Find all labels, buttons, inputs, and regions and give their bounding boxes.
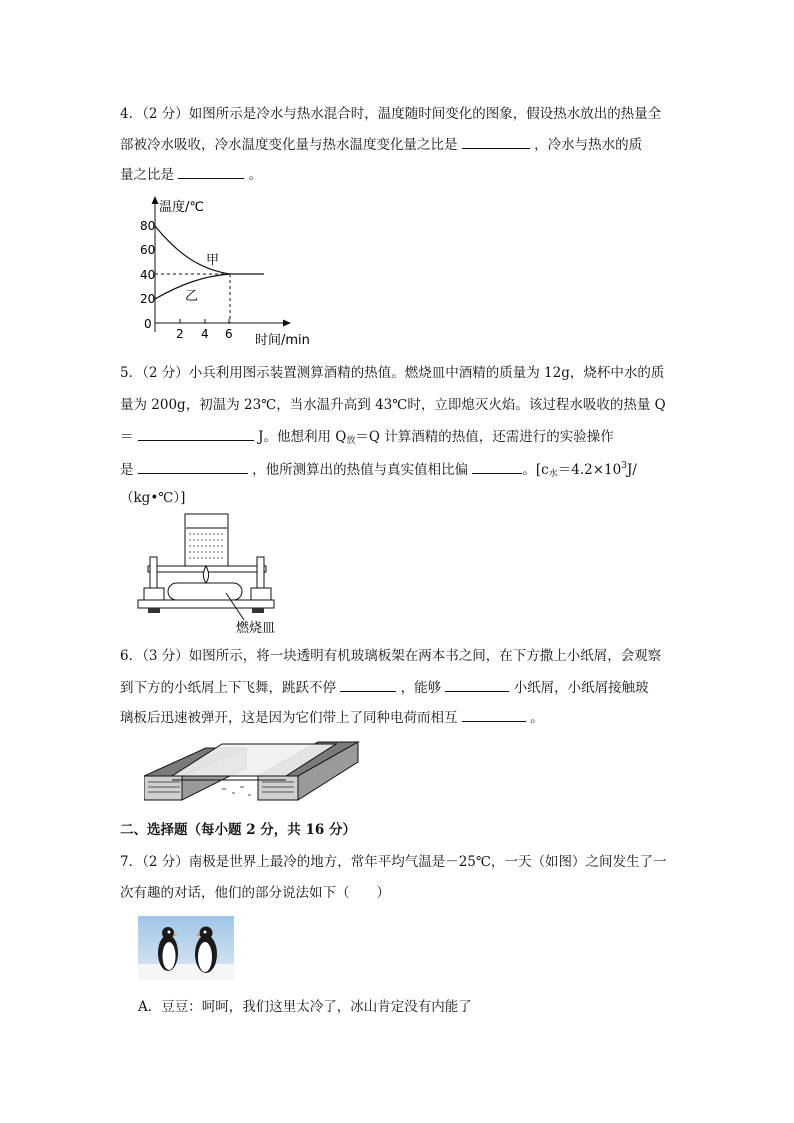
base-plate bbox=[138, 600, 274, 608]
snow-ground bbox=[138, 964, 234, 980]
q6-blank-3[interactable] bbox=[462, 707, 526, 722]
q4-line-1: 4．（2 分）如图所示是冷水与热水混合时，温度随时间变化的图象，假设热水放出的热量全 bbox=[120, 106, 662, 122]
left-post bbox=[150, 557, 157, 589]
y-tick-label: 20 bbox=[140, 292, 156, 306]
q4-text: 。 bbox=[248, 167, 263, 183]
x-tick-label: 4 bbox=[201, 327, 209, 341]
glass-plate-figure bbox=[144, 738, 364, 808]
q4-line-3 bbox=[120, 164, 262, 185]
y-axis-label: 温度/℃ bbox=[159, 200, 204, 215]
penguins-photo bbox=[138, 916, 234, 980]
q5-text: ＝ bbox=[120, 429, 134, 445]
burner-dish bbox=[168, 583, 242, 600]
burner-apparatus-figure bbox=[136, 508, 296, 636]
x-axis-arrow bbox=[283, 320, 291, 327]
x-tick-label: 2 bbox=[176, 327, 184, 341]
left-base-block bbox=[148, 608, 160, 613]
q5-subscript: 放 bbox=[346, 436, 356, 446]
q5-line-2: 量为 200g，初温为 23℃，当水温升高到 43℃时，立即熄灭火焰。该过程水吸收的热量 Q bbox=[120, 397, 666, 413]
x-axis-label: 时间/min bbox=[255, 333, 310, 348]
q5-text: J/ bbox=[626, 462, 637, 478]
y-tick-label: 80 bbox=[140, 219, 156, 233]
y-tick-label: 0 bbox=[144, 317, 152, 331]
q6-text: 璃板后迅速被弹开，这是因为它们带上了同种电荷而相互 bbox=[120, 710, 458, 726]
q7-line-2: 次有趣的对话，他们的部分说法如下（ ） bbox=[120, 885, 390, 901]
q5-blank-1[interactable] bbox=[138, 426, 254, 441]
q5-text: ＝Q 计算酒精的热值，还需进行的实验操作 bbox=[355, 429, 614, 445]
y-tick-label: 60 bbox=[140, 243, 156, 257]
q5-text: J。他想利用 Q bbox=[258, 429, 347, 445]
q5-line-3 bbox=[120, 426, 614, 451]
q6-blank-2[interactable] bbox=[445, 677, 509, 692]
section-2-heading: 二、选择题（每小题 2 分，共 16 分） bbox=[120, 822, 356, 838]
hot-curve-label: 甲 bbox=[206, 253, 220, 268]
q4-text: ，冷水与热水的质 bbox=[534, 137, 643, 153]
q5-subscript: 水 bbox=[548, 469, 558, 479]
q6-text: 到下方的小纸屑上下飞舞，跳跃不停 bbox=[120, 680, 336, 696]
q7-line-1: 7．（2 分）南极是世界上最冷的地方，常年平均气温是－25℃，一天（如图）之间发生了一 bbox=[120, 854, 667, 870]
q5-line-1: 5．（2 分）小兵利用图示装置测算酒精的热值。燃烧皿中酒精的质量为 12g，烧杯中水的质 bbox=[120, 365, 665, 381]
q4-text: 量之比是 bbox=[120, 167, 174, 183]
paper-scraps bbox=[222, 786, 251, 796]
q5-blank-3[interactable] bbox=[472, 459, 522, 474]
q4-blank-1[interactable] bbox=[462, 134, 530, 149]
q6-line-1: 6．（3 分）如图所示，将一块透明有机玻璃板架在两本书之间，在下方撒上小纸屑，会观察 bbox=[120, 648, 662, 664]
q5-line-4 bbox=[120, 456, 637, 484]
q7-option-a[interactable]: A．豆豆：呵呵，我们这里太冷了，冰山肯定没有内能了 bbox=[138, 999, 472, 1015]
q6-blank-1[interactable] bbox=[340, 677, 396, 692]
q6-line-3 bbox=[120, 707, 544, 728]
q5-text: ，他所测算出的热值与真实值相比偏 bbox=[252, 462, 469, 478]
q4-line-2 bbox=[120, 134, 642, 155]
q4-text: 部被冷水吸收，冷水温度变化量与热水温度变化量之比是 bbox=[120, 137, 458, 153]
q6-text: 小纸屑，小纸屑接触玻 bbox=[513, 680, 649, 696]
q6-line-2 bbox=[120, 677, 649, 698]
burner-label: 燃烧皿 bbox=[236, 621, 276, 636]
right-post bbox=[257, 557, 264, 589]
q5-text: ＝4.2×10 bbox=[557, 462, 622, 478]
q4-blank-2[interactable] bbox=[178, 164, 244, 179]
q5-line-5: （kg•℃）] bbox=[120, 490, 186, 506]
q6-text: ，能够 bbox=[400, 680, 442, 696]
cold-curve-label: 乙 bbox=[185, 289, 199, 304]
q6-text: 。 bbox=[530, 710, 544, 726]
right-foot bbox=[251, 588, 271, 600]
q5-superscript: 3 bbox=[621, 461, 627, 471]
temperature-time-graph bbox=[136, 192, 336, 352]
y-tick-label: 40 bbox=[140, 268, 156, 282]
q5-text: 。[c bbox=[522, 462, 549, 478]
left-foot bbox=[144, 588, 164, 600]
q5-blank-2[interactable] bbox=[138, 459, 248, 474]
x-tick-label: 6 bbox=[225, 327, 233, 341]
y-axis-arrow bbox=[152, 196, 159, 204]
q5-text: 是 bbox=[120, 462, 134, 478]
right-base-block bbox=[252, 608, 264, 613]
